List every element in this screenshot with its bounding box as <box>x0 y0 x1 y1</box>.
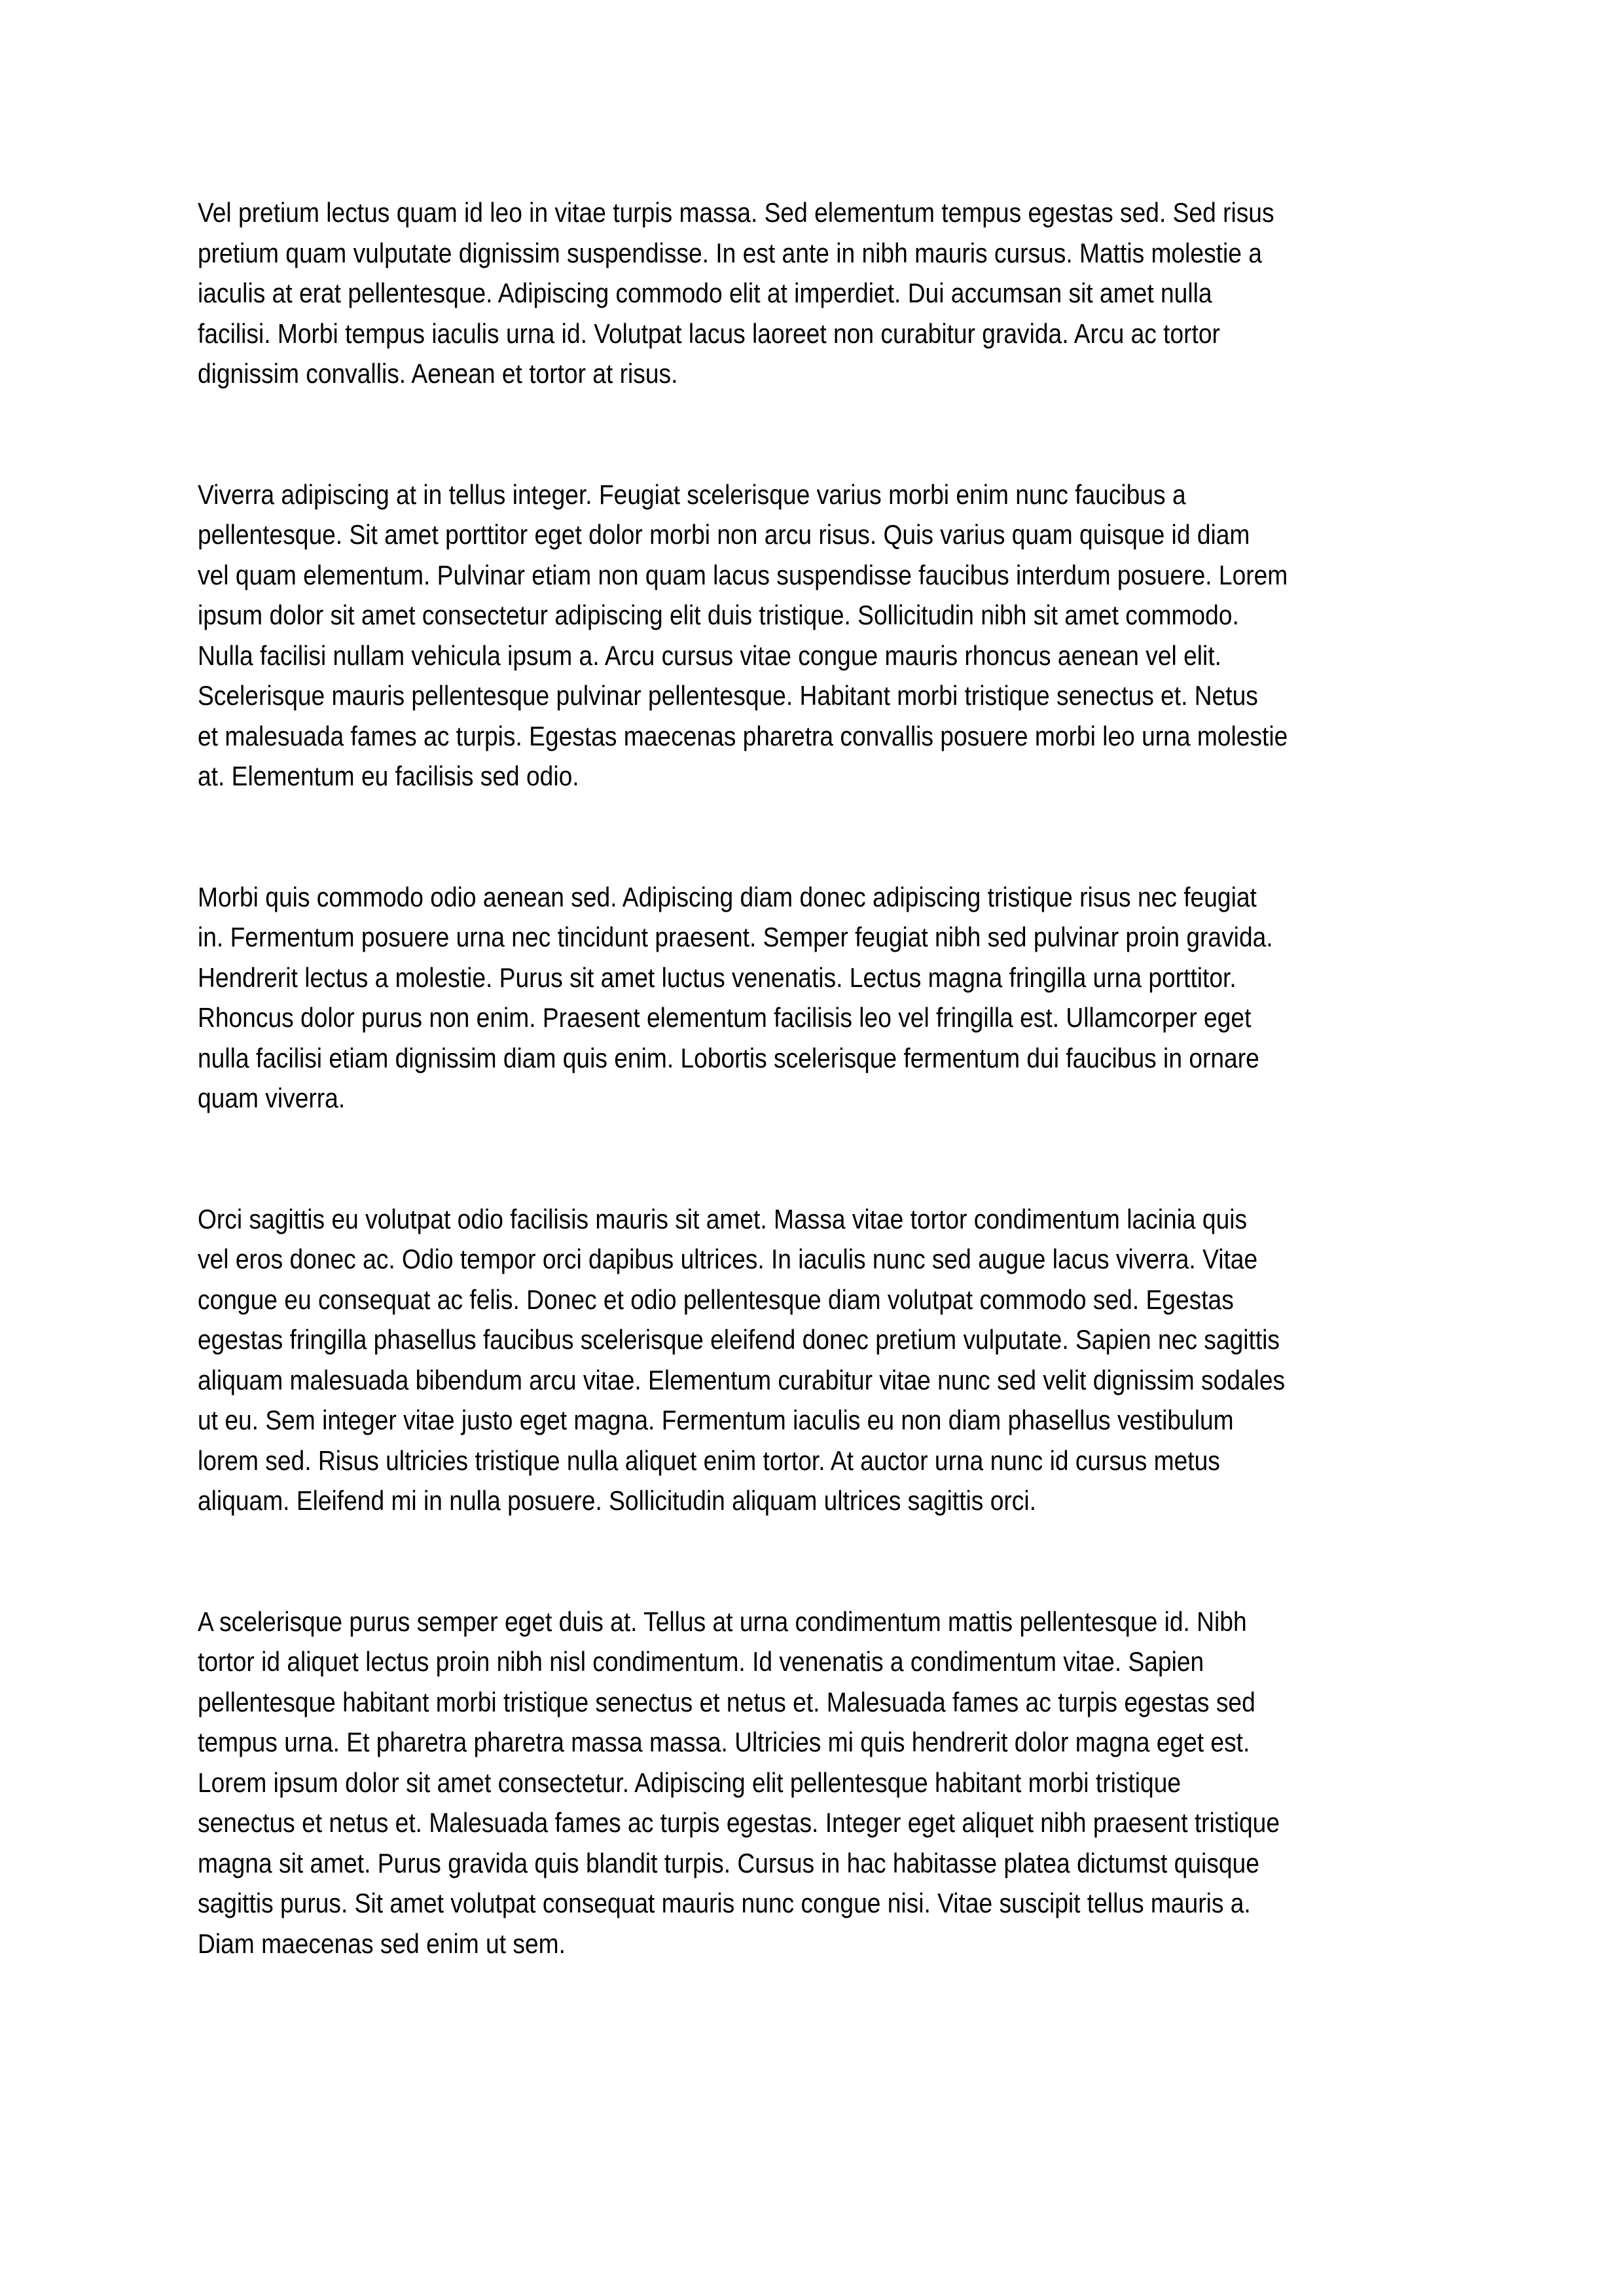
paragraph-line: ipsum dolor sit amet consectetur adipiscing elit duis tristique. Sollicitudin nibh sit amet commodo. <box>198 600 1239 630</box>
paragraph-line: Nulla facilisi nullam vehicula ipsum a. Arcu cursus vitae congue mauris rhoncus aenean vel elit. <box>198 639 1221 671</box>
paragraph-line: Morbi quis commodo odio aenean sed. Adipiscing diam donec adipiscing tristique risus nec feugiat <box>198 881 1257 912</box>
paragraph-line: in. Fermentum posuere urna nec tincidunt praesent. Semper feugiat nibh sed pulvinar proin gravida. <box>198 922 1273 952</box>
paragraph-1 <box>198 192 1428 394</box>
paragraph-line: at. Elementum eu facilisis sed odio. <box>198 761 579 791</box>
paragraph-3 <box>198 877 1428 1119</box>
paragraph-line: Rhoncus dolor purus non enim. Praesent elementum facilisis leo vel fringilla est. Ullamcorper eget <box>198 1002 1252 1033</box>
paragraph-4 <box>198 1199 1428 1521</box>
paragraph-line: Vel pretium lectus quam id leo in vitae turpis massa. Sed elementum tempus egestas sed. Sed risus <box>198 197 1274 228</box>
paragraph-line: tempus urna. Et pharetra pharetra massa massa. Ultricies mi quis hendrerit dolor magna eget est. <box>198 1727 1250 1757</box>
paragraph-line: A scelerisque purus semper eget duis at. Tellus at urna condimentum mattis pellentesque id. Nibh <box>198 1605 1247 1637</box>
paragraph-line: senectus et netus et. Malesuada fames ac turpis egestas. Integer eget aliquet nibh praesent tristique <box>198 1807 1280 1838</box>
paragraph-line: dignissim convallis. Aenean et tortor at risus. <box>198 358 678 389</box>
paragraph-line: ut eu. Sem integer vitae justo eget magna. Fermentum iaculis eu non diam phasellus vestibulum <box>198 1405 1234 1435</box>
paragraph-line: iaculis at erat pellentesque. Adipiscing commodo elit at imperdiet. Dui accumsan sit amet nulla <box>198 278 1212 308</box>
paragraph-line: egestas fringilla phasellus faucibus scelerisque eleifend donec pretium vulputate. Sapien nec sagittis <box>198 1324 1280 1355</box>
paragraph-line: Diam maecenas sed enim ut sem. <box>198 1928 566 1959</box>
paragraph-line: lorem sed. Risus ultricies tristique nulla aliquet enim tortor. At auctor urna nunc id cursus metus <box>198 1444 1220 1476</box>
paragraph-line: vel quam elementum. Pulvinar etiam non quam lacus suspendisse faucibus interdum posuere. Lorem <box>198 559 1288 590</box>
paragraph-line: tortor id aliquet lectus proin nibh nisl condimentum. Id venenatis a condimentum vitae. Sapien <box>198 1646 1204 1677</box>
paragraph-line: pellentesque habitant morbi tristique senectus et netus et. Malesuada fames ac turpis egestas sed <box>198 1686 1255 1717</box>
paragraph-2 <box>198 475 1428 797</box>
paragraph-line: Viverra adipiscing at in tellus integer. Feugiat scelerisque varius morbi enim nunc faucibus a <box>198 478 1186 510</box>
paragraph-line: vel eros donec ac. Odio tempor orci dapibus ultrices. In iaculis nunc sed augue lacus viverra. Vitae <box>198 1244 1258 1274</box>
paragraph-line: aliquam malesuada bibendum arcu vitae. Elementum curabitur vitae nunc sed velit dignissim sodales <box>198 1364 1286 1395</box>
paragraph-line: magna sit amet. Purus gravida quis blandit turpis. Cursus in hac habitasse platea dictumst quisque <box>198 1847 1259 1878</box>
paragraph-line: facilisi. Morbi tempus iaculis urna id. Volutpat lacus laoreet non curabitur gravida. Arcu ac tortor <box>198 317 1220 349</box>
paragraph-line: Scelerisque mauris pellentesque pulvinar pellentesque. Habitant morbi tristique senectus et. Netus <box>198 680 1258 711</box>
paragraph-line: quam viverra. <box>198 1083 346 1113</box>
paragraph-line: nulla facilisi etiam dignissim diam quis enim. Lobortis scelerisque fermentum dui faucibus in ornare <box>198 1042 1259 1073</box>
paragraph-line: sagittis purus. Sit amet volutpat consequat mauris nunc congue nisi. Vitae suscipit tellus mauris a. <box>198 1888 1251 1918</box>
paragraph-line: pretium quam vulputate dignissim suspendisse. In est ante in nibh mauris cursus. Mattis molestie a <box>198 237 1262 268</box>
document-body <box>198 192 1428 2044</box>
paragraph-line: et malesuada fames ac turpis. Egestas maecenas pharetra convallis posuere morbi leo urna molestie <box>198 720 1288 751</box>
paragraph-5 <box>198 1602 1428 1964</box>
paragraph-line: Hendrerit lectus a molestie. Purus sit amet luctus venenatis. Lectus magna fringilla urna porttitor. <box>198 961 1236 993</box>
paragraph-line: aliquam. Eleifend mi in nulla posuere. Sollicitudin aliquam ultrices sagittis orci. <box>198 1485 1036 1516</box>
paragraph-line: congue eu consequat ac felis. Donec et odio pellentesque diam volutpat commodo sed. Egestas <box>198 1283 1234 1315</box>
paragraph-line: Lorem ipsum dolor sit amet consectetur. Adipiscing elit pellentesque habitant morbi tristique <box>198 1767 1182 1798</box>
paragraph-line: Orci sagittis eu volutpat odio facilisis mauris sit amet. Massa vitae tortor condimentum lacinia quis <box>198 1203 1248 1234</box>
paragraph-line: pellentesque. Sit amet porttitor eget dolor morbi non arcu risus. Quis varius quam quisque id diam <box>198 519 1250 550</box>
